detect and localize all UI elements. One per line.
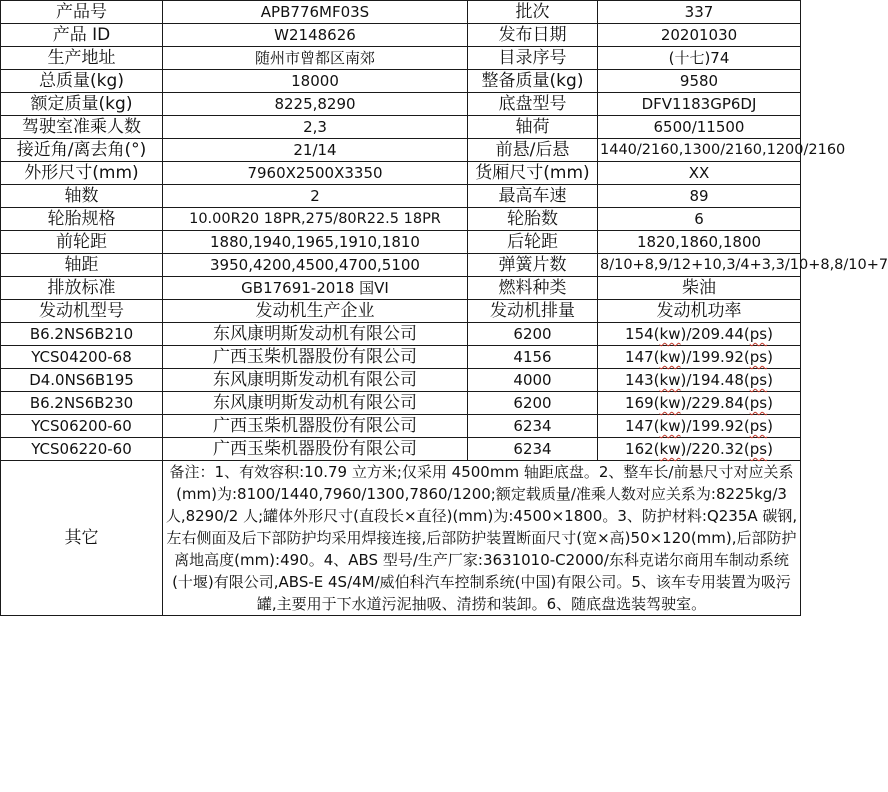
value-rated-mass: 8225,8290 — [163, 93, 468, 116]
engine-power-ps: 199.92 — [691, 417, 744, 435]
engine-row — [1, 323, 801, 346]
engine-displacement: 6200 — [468, 392, 598, 415]
engine-power-kw: 154 — [625, 325, 654, 343]
engine-displacement: 4000 — [468, 369, 598, 392]
value-front-track: 1880,1940,1965,1910,1810 — [163, 231, 468, 254]
engine-model: YCS06220-60 — [1, 438, 163, 461]
label-overall-dimensions: 外形尺寸(mm) — [1, 162, 163, 185]
value-chassis-model: DFV1183GP6DJ — [598, 93, 801, 116]
engine-power: 162(kw)/220.32(ps) — [598, 438, 801, 461]
engine-power: 169(kw)/229.84(ps) — [598, 392, 801, 415]
engine-power-ps: 209.44 — [691, 325, 744, 343]
value-axle-load: 6500/11500 — [598, 116, 801, 139]
label-max-speed: 最高车速 — [468, 185, 598, 208]
notes-row — [1, 461, 801, 616]
label-spring-leaves: 弹簧片数 — [468, 254, 598, 277]
value-cab-seats: 2,3 — [163, 116, 468, 139]
label-batch: 批次 — [468, 1, 598, 24]
label-cargo-dimensions: 货厢尺寸(mm) — [468, 162, 598, 185]
value-wheelbase: 3950,4200,4500,4700,5100 — [163, 254, 468, 277]
engine-row — [1, 438, 801, 461]
engine-maker: 广西玉柴机器股份有限公司 — [163, 415, 468, 438]
value-overall-dimensions: 7960X2500X3350 — [163, 162, 468, 185]
label-cab-seats: 驾驶室准乘人数 — [1, 116, 163, 139]
spec-row — [1, 139, 801, 162]
engine-model: D4.0NS6B195 — [1, 369, 163, 392]
engine-power-ps: 199.92 — [691, 348, 744, 366]
value-catalog-no: (十七)74 — [598, 47, 801, 70]
engine-model: YCS04200-68 — [1, 346, 163, 369]
engine-power-ps: 229.84 — [691, 394, 744, 412]
engine-model: B6.2NS6B210 — [1, 323, 163, 346]
spec-row — [1, 231, 801, 254]
engine-header-model: 发动机型号 — [1, 300, 163, 323]
value-product-id: W2148626 — [163, 24, 468, 47]
engine-displacement: 6200 — [468, 323, 598, 346]
engine-power-kw: 147 — [625, 417, 654, 435]
engine-maker: 东风康明斯发动机有限公司 — [163, 369, 468, 392]
engine-power-kw: 169 — [625, 394, 654, 412]
engine-power-kw: 147 — [625, 348, 654, 366]
spec-row — [1, 277, 801, 300]
spec-row — [1, 185, 801, 208]
value-gross-mass: 18000 — [163, 70, 468, 93]
engine-header-displacement: 发动机排量 — [468, 300, 598, 323]
value-tire-count: 6 — [598, 208, 801, 231]
engine-power-ps: 194.48 — [691, 371, 744, 389]
engine-power: 147(kw)/199.92(ps) — [598, 415, 801, 438]
label-rear-track: 后轮距 — [468, 231, 598, 254]
spec-row — [1, 162, 801, 185]
value-overhang: 1440/2160,1300/2160,1200/2160 — [598, 139, 801, 162]
spec-row — [1, 1, 801, 24]
value-rear-track: 1820,1860,1800 — [598, 231, 801, 254]
label-product-no: 产品号 — [1, 1, 163, 24]
label-tire-count: 轮胎数 — [468, 208, 598, 231]
spec-row — [1, 24, 801, 47]
notes-text: 备注：1、有效容积:10.79 立方米;仅采用 4500mm 轴距底盘。2、整车长/前悬尺寸对应关系(mm)为:8100/1440,7960/1300,7860/1200;额定载质量/准乘人数对应关系为:8225kg/3 人,8290/2 人;罐体外形尺寸(直段长×直径)(mm)为:4500×1800。3、防护材料:Q235A 碳钢,左右侧面及后下部防护均采用焊接连接,后部防护装置断面尺寸(宽×高)50×120(mm),后部防护离地高度(mm):490。4、ABS 型号/生产厂家:3631010-C2000/东科克诺尔商用车制动系统(十堰)有限公司,ABS-E 4S/4M/威伯科汽车控制系统(中国)有限公司。5、该车专用装置为吸污罐,主要用于下水道污泥抽吸、清捞和装卸。6、随底盘选装驾驶室。 — [163, 461, 801, 616]
spec-row — [1, 93, 801, 116]
engine-power: 147(kw)/199.92(ps) — [598, 346, 801, 369]
value-production-address: 随州市曾都区南郊 — [163, 47, 468, 70]
value-cargo-dimensions: XX — [598, 162, 801, 185]
engine-power-kw: 143 — [625, 371, 654, 389]
engine-header-maker: 发动机生产企业 — [163, 300, 468, 323]
engine-displacement: 6234 — [468, 438, 598, 461]
spec-row — [1, 116, 801, 139]
label-axle-count: 轴数 — [1, 185, 163, 208]
engine-power: 154(kw)/209.44(ps) — [598, 323, 801, 346]
value-emission-standard: GB17691-2018 国VI — [163, 277, 468, 300]
engine-header-power: 发动机功率 — [598, 300, 801, 323]
value-batch: 337 — [598, 1, 801, 24]
engine-model: B6.2NS6B230 — [1, 392, 163, 415]
engine-power: 143(kw)/194.48(ps) — [598, 369, 801, 392]
engine-row — [1, 392, 801, 415]
engine-row — [1, 369, 801, 392]
label-catalog-no: 目录序号 — [468, 47, 598, 70]
label-chassis-model: 底盘型号 — [468, 93, 598, 116]
engine-maker: 东风康明斯发动机有限公司 — [163, 323, 468, 346]
value-spring-leaves: 8/10+8,9/12+10,3/4+3,3/10+8,8/10+7 — [598, 254, 801, 277]
value-product-no: APB776MF03S — [163, 1, 468, 24]
spec-row — [1, 47, 801, 70]
engine-displacement: 6234 — [468, 415, 598, 438]
label-overhang: 前悬/后悬 — [468, 139, 598, 162]
engine-maker: 广西玉柴机器股份有限公司 — [163, 438, 468, 461]
value-curb-mass: 9580 — [598, 70, 801, 93]
spec-row — [1, 70, 801, 93]
label-production-address: 生产地址 — [1, 47, 163, 70]
engine-row — [1, 346, 801, 369]
value-axle-count: 2 — [163, 185, 468, 208]
value-release-date: 20201030 — [598, 24, 801, 47]
engine-header-row — [1, 300, 801, 323]
label-front-track: 前轮距 — [1, 231, 163, 254]
value-max-speed: 89 — [598, 185, 801, 208]
value-approach-departure-angle: 21/14 — [163, 139, 468, 162]
label-other: 其它 — [1, 461, 163, 616]
value-tire-spec: 10.00R20 18PR,275/80R22.5 18PR — [163, 208, 468, 231]
spec-row — [1, 254, 801, 277]
label-gross-mass: 总质量(kg) — [1, 70, 163, 93]
engine-maker: 东风康明斯发动机有限公司 — [163, 392, 468, 415]
value-fuel-type: 柴油 — [598, 277, 801, 300]
label-wheelbase: 轴距 — [1, 254, 163, 277]
label-emission-standard: 排放标准 — [1, 277, 163, 300]
label-product-id: 产品 ID — [1, 24, 163, 47]
engine-maker: 广西玉柴机器股份有限公司 — [163, 346, 468, 369]
label-release-date: 发布日期 — [468, 24, 598, 47]
engine-power-kw: 162 — [625, 440, 654, 458]
engine-displacement: 4156 — [468, 346, 598, 369]
label-fuel-type: 燃料种类 — [468, 277, 598, 300]
engine-power-ps: 220.32 — [691, 440, 744, 458]
engine-row — [1, 415, 801, 438]
label-axle-load: 轴荷 — [468, 116, 598, 139]
label-curb-mass: 整备质量(kg) — [468, 70, 598, 93]
spec-row — [1, 208, 801, 231]
label-rated-mass: 额定质量(kg) — [1, 93, 163, 116]
label-tire-spec: 轮胎规格 — [1, 208, 163, 231]
label-approach-departure-angle: 接近角/离去角(°) — [1, 139, 163, 162]
engine-model: YCS06200-60 — [1, 415, 163, 438]
